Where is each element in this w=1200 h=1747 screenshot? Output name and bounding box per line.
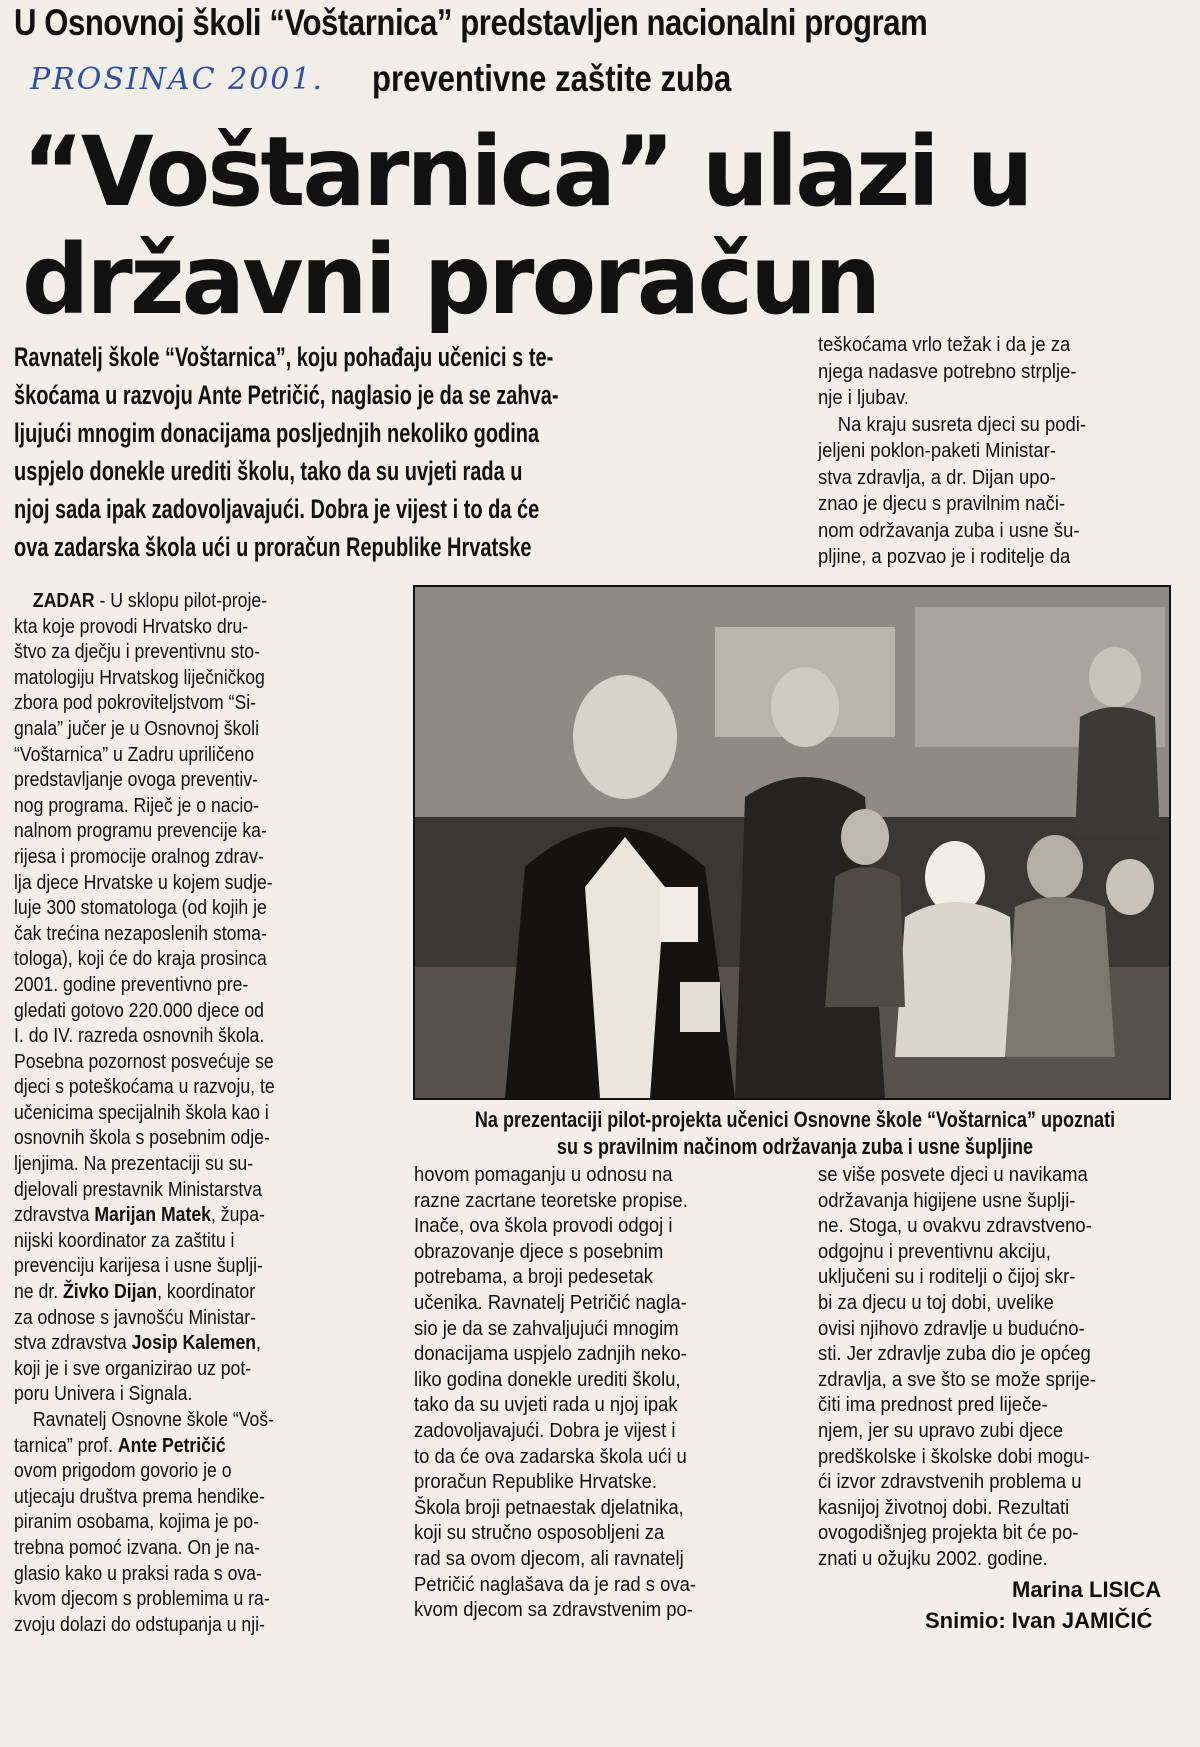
right-column <box>818 1162 1096 1572</box>
text-line: ne. Stoga, u ovakvu zdravstveno- <box>818 1214 1092 1238</box>
text-line: I. do IV. razreda osnovnih škola. <box>14 1024 265 1048</box>
text-line: rijesa i promocije oralnog zdrav- <box>14 844 264 868</box>
text-line: nog programa. Riječ je o nacio- <box>14 793 259 817</box>
caption-line: Na prezentaciji pilot-projekta učenici Osnovne škole “Voštarnica” upoznati <box>474 1107 1116 1132</box>
text-line: ne dr. <box>14 1280 59 1304</box>
text-line: nje i ljubav. <box>818 386 909 409</box>
text-line: prevenciju karijesa i usne šuplji- <box>14 1254 263 1278</box>
lead-line: uspjelo donekle urediti školu, tako da su uvjeti rada u <box>14 456 523 486</box>
text-line: razne zacrtane teoretske propise. <box>414 1188 688 1212</box>
text-line: 2001. godine preventivno pre- <box>14 972 249 996</box>
text-line: liko godina donekle urediti školu, <box>414 1367 681 1391</box>
headline-line-1: “Voštarnica” ulazi u <box>22 116 1031 228</box>
text-line: rad sa ovom djecom, ali ravnatelj <box>414 1546 684 1570</box>
byline-author: Marina LISICA <box>1012 1577 1162 1602</box>
classroom-photo-illustration <box>415 587 1169 1098</box>
text-line: Na kraju susreta djeci su podi- <box>837 412 1086 436</box>
text-line: ovom prigodom govorio je o <box>14 1459 232 1483</box>
headline <box>22 118 1031 334</box>
text-line: gledati gotovo 220.000 djece od <box>14 998 264 1022</box>
text-fragment: , <box>157 1280 162 1304</box>
text-line: tarnica” prof. <box>14 1433 113 1457</box>
news-photo <box>413 585 1171 1100</box>
text-line: proračun Republike Hrvatske. <box>414 1470 658 1494</box>
text-fragment: , <box>256 1331 261 1355</box>
text-line: luje 300 stomatologa (od kojih je <box>14 896 267 920</box>
text-line: djeci s poteškoćama u razvoju, te <box>14 1075 275 1099</box>
text-line: utjecaju društva prema hendike- <box>14 1484 265 1508</box>
lead-line: Ravnatelj škole “Voštarnica”, koju pohađaju učenici s te- <box>14 342 554 372</box>
text-line: to da će ova zadarska škola ući u <box>414 1444 687 1468</box>
text-line: čiti ima prednost pred liječe- <box>818 1393 1048 1417</box>
text-line: uključeni su i roditelji o čijoj skr- <box>818 1265 1076 1289</box>
text-line: kasnijoj životnoj dobi. Rezultati <box>818 1495 1070 1519</box>
text-line: predstavljanje ovoga preventiv- <box>14 768 259 792</box>
text-line: zvoju dolazi do odstupanja u nji- <box>14 1612 265 1636</box>
person-name: Josip Kalemen <box>131 1331 257 1355</box>
text-line: Ravnatelj Osnovne škole “Voš- <box>32 1408 274 1431</box>
text-line: sio je da se zahvaljujući mnogim <box>414 1316 679 1340</box>
text-line: djelovali prestavnik Ministarstva <box>14 1177 262 1201</box>
text-line: tako da su uvjeti rada u njoj ipak <box>414 1393 678 1417</box>
text-line: bi za djecu u toj dobi, uvelike <box>818 1290 1054 1314</box>
text-line: učenika. Ravnatelj Petričić nagla- <box>414 1290 687 1314</box>
byline-photographer: Snimio: Ivan JAMIČIĆ <box>925 1608 1153 1633</box>
caption-line: su s pravilnim načinom održavanja zuba i usne šupljine <box>556 1134 1034 1159</box>
text-line: ovogodišnjeg projekta bit će po- <box>818 1521 1079 1545</box>
text-line: kta koje provodi Hrvatsko dru- <box>14 614 249 638</box>
handwritten-note: PROSINAC 2001. <box>30 62 325 97</box>
text-line: poru Univera i Signala. <box>14 1382 193 1406</box>
text-line: zdravlja, a sve što se može sprije- <box>818 1367 1096 1391</box>
text-line: znao je djecu s pravilnim nači- <box>818 492 1066 515</box>
text-line: osnovnih škola s posebnim odje- <box>14 1126 270 1150</box>
text-line: kvom djecom sa zdravstvenim po- <box>414 1598 693 1622</box>
text-line: kvom djecom s problemima u ra- <box>14 1587 270 1611</box>
text-line: održavanja higijene usne šuplji- <box>818 1188 1076 1212</box>
person-name: Ante Petričić <box>117 1433 226 1457</box>
text-line: štvo za dječju i preventivnu sto- <box>14 640 260 664</box>
text-line: znati u ožujku 2002. godine. <box>818 1546 1048 1570</box>
headline-line-2: državni proračun <box>22 224 879 336</box>
left-column <box>14 588 275 1637</box>
text-line: koji je i sve organizirao uz pot- <box>14 1356 252 1380</box>
photo-caption <box>400 1106 1190 1160</box>
text-line: obrazovanje djece s posebnim <box>414 1239 664 1263</box>
text-line: gnala” jučer je u Osnovnoj školi <box>14 716 259 740</box>
text-line: nom održavanja zuba i usne šu- <box>818 518 1080 542</box>
lead-line: škoćama u razvoju Ante Petričić, naglasio je da se zahva- <box>14 380 559 410</box>
text-line: donacijama uspjelo zadnjih neko- <box>414 1342 687 1366</box>
text-line: odgojnu i preventivnu akciju, <box>818 1239 1051 1263</box>
text-line: koji su stručno osposobljeni za <box>414 1521 665 1545</box>
person-name: Živko Dijan <box>63 1280 158 1304</box>
text-line: njega nadasve potrebno strplje- <box>818 359 1077 383</box>
text-line: stva zdravstva <box>14 1331 127 1355</box>
text-line: jeljeni poklon-paketi Ministar- <box>818 439 1056 462</box>
text-line: ovisi njihovo zdravlje u budućno- <box>818 1316 1085 1340</box>
text-line: ljenjima. Na prezentaciji su su- <box>14 1152 254 1176</box>
text-line: piranim osobama, kojima je po- <box>14 1510 259 1534</box>
lead-line: ljujući mnogim donacijama posljednjih nekoliko godina <box>14 418 540 448</box>
person-name: Matek <box>160 1203 211 1227</box>
text-line: sti. Jer zdravlje zuba dio je općeg <box>818 1342 1091 1366</box>
lead-line: ova zadarska škola ući u proračun Republike Hrvatske <box>14 532 532 562</box>
text-line: koordinator <box>166 1280 256 1304</box>
text-line: Škola broji petnaestak djelatnika, <box>414 1495 684 1519</box>
kicker-line-1: U Osnovnoj školi “Voštarnica” predstavljen nacionalni program <box>14 2 928 43</box>
kicker-line-2: preventivne zaštite zuba <box>372 58 732 99</box>
text-line: trebna pomoć izvana. On je na- <box>14 1535 260 1559</box>
text-line: zdravstva <box>14 1203 90 1227</box>
text-line: matologiju Hrvatskog liječničkog <box>14 665 265 689</box>
text-line: pljine, a pozvao je i roditelje da <box>818 545 1071 568</box>
text-line: Posebna pozornost posvećuje se <box>14 1049 274 1073</box>
text-line: njem, jer su upravo zubi djece <box>818 1418 1064 1442</box>
text-line: stva zdravlja, a dr. Dijan upo- <box>818 465 1056 489</box>
text-line: za odnose s javnošću Ministar- <box>14 1305 257 1329</box>
text-line: glasio kako u praksi rada s ova- <box>14 1561 262 1585</box>
text-line: lja djece Hrvatske u kojem sudje- <box>14 870 273 894</box>
text-line: čak trećina nezaposlenih stoma- <box>14 921 267 945</box>
person-name: Marijan <box>94 1203 157 1227</box>
lead-paragraph <box>14 338 802 566</box>
text-line: potrebama, a broji pedesetak <box>414 1265 653 1289</box>
text-line: Inače, ova škola provodi odgoj i <box>414 1214 673 1238</box>
text-line: hovom pomaganju u odnosu na <box>414 1163 673 1186</box>
top-right-column <box>818 332 1086 571</box>
text-line: nijski koordinator za zaštitu i <box>14 1228 235 1252</box>
text-line: - U sklopu pilot-proje- <box>94 589 268 612</box>
lead-line: njoj sada ipak zadovoljavajući. Dobra je vijest i to da će <box>14 494 540 524</box>
text-line: predškolske i školske dobi mogu- <box>818 1444 1090 1468</box>
text-line: zadovoljavajući. Dobra je vijest i <box>414 1418 676 1442</box>
text-line: zbora pod pokroviteljstvom “Si- <box>14 691 257 715</box>
text-line: se više posvete djeci u navikama <box>818 1163 1088 1186</box>
middle-column <box>414 1162 696 1623</box>
text-line: nalnom programu prevencije ka- <box>14 819 267 843</box>
text-line: učenicima specijalnih škola kao i <box>14 1100 269 1124</box>
text-fragment: , župa- <box>210 1203 265 1227</box>
text-line: Petričić naglašava da je rad s ova- <box>414 1572 697 1596</box>
dateline: ZADAR <box>32 589 95 612</box>
text-line: tologa), koji će do kraja prosinca <box>14 947 267 971</box>
text-line: teškoćama vrlo težak i da je za <box>818 333 1071 356</box>
text-line: “Voštarnica” u Zadru upriličeno <box>14 742 255 766</box>
text-line: ći izvor zdravstvenih problema u <box>818 1470 1082 1494</box>
